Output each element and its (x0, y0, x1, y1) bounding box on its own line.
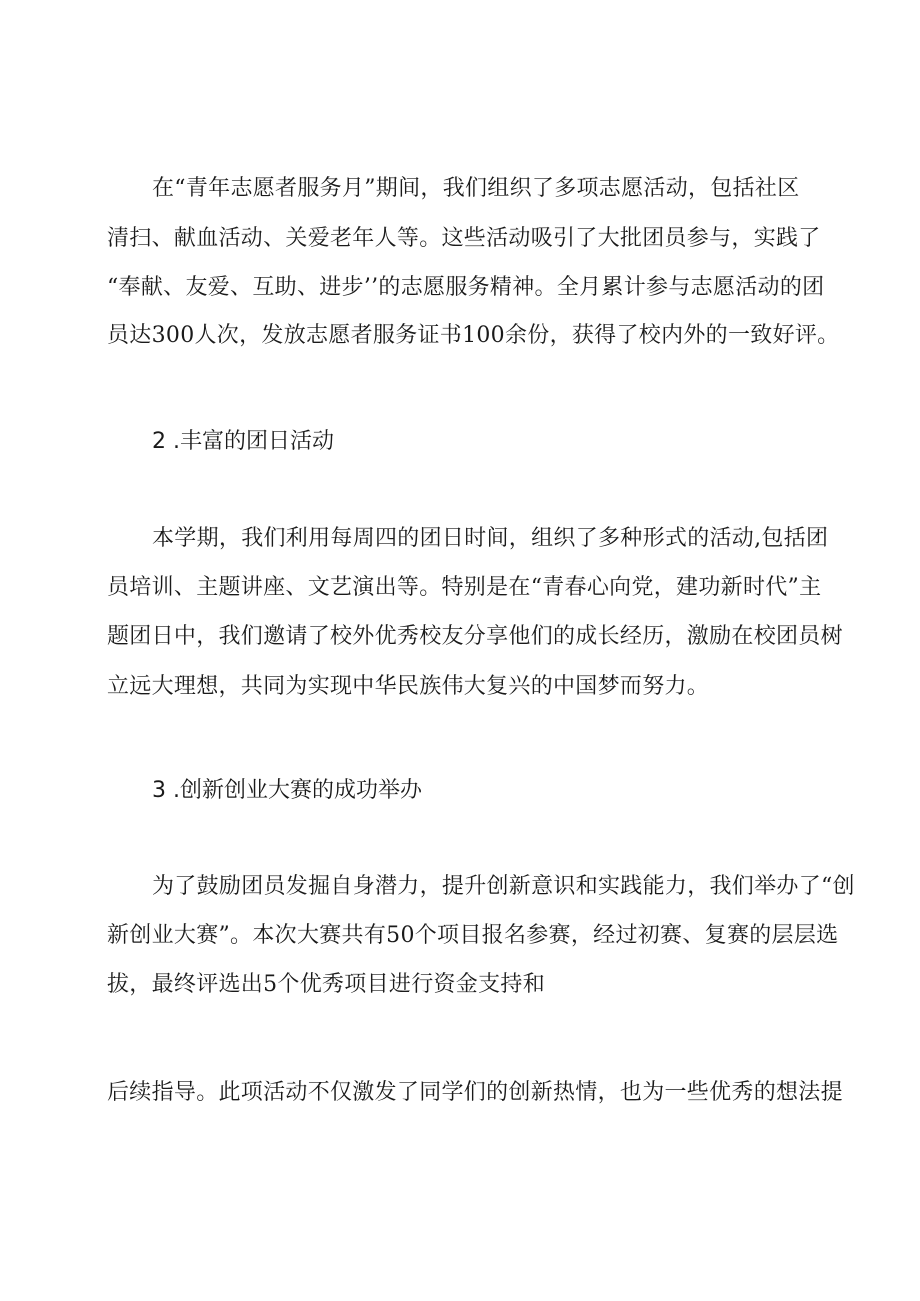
section-heading-league-day: 2 .丰富的团日活动 (152, 429, 334, 454)
paragraph-line: 员达300人次，发放志愿者服务证书100余份，获得了校内外的一致好评。 (107, 323, 840, 348)
paragraph-line: 题团日中，我们邀请了校外优秀校友分享他们的成长经历，激励在校团员树 (107, 624, 843, 649)
paragraph-line: 本学期，我们利用每周四的团日时间，组织了多种形式的活动,包括团 (152, 526, 829, 551)
paragraph-line: 清扫、献血活动、关爱老年人等。这些活动吸引了大批团员参与，实践了 (107, 226, 821, 251)
paragraph-line: 在“青年志愿者服务月”期间，我们组织了多项志愿活动，包括社区 (152, 176, 800, 201)
section-heading-innovation-contest: 3 .创新创业大赛的成功举办 (152, 778, 422, 803)
paragraph-line: 为了鼓励团员发掘自身潜力，提升创新意识和实践能力，我们举办了“创 (152, 874, 855, 899)
paragraph-line: 立远大理想，共同为实现中华民族伟大复兴的中国梦而努力。 (107, 674, 710, 699)
paragraph-line: “奉献、友爱、互助、进步’’的志愿服务精神。全月累计参与志愿活动的团 (107, 275, 825, 300)
paragraph-line: 拔，最终评选出5个优秀项目进行资金支持和 (107, 972, 545, 997)
paragraph-line: 后续指导。此项活动不仅激发了同学们的创新热情，也为一些优秀的想法提 (107, 1080, 843, 1105)
paragraph-line: 员培训、主题讲座、文艺演出等。特别是在“青春心向党，建功新时代”主 (107, 575, 822, 600)
paragraph-line: 新创业大赛”。本次大赛共有50个项目报名参赛，经过初赛、复赛的层层选 (107, 923, 839, 948)
